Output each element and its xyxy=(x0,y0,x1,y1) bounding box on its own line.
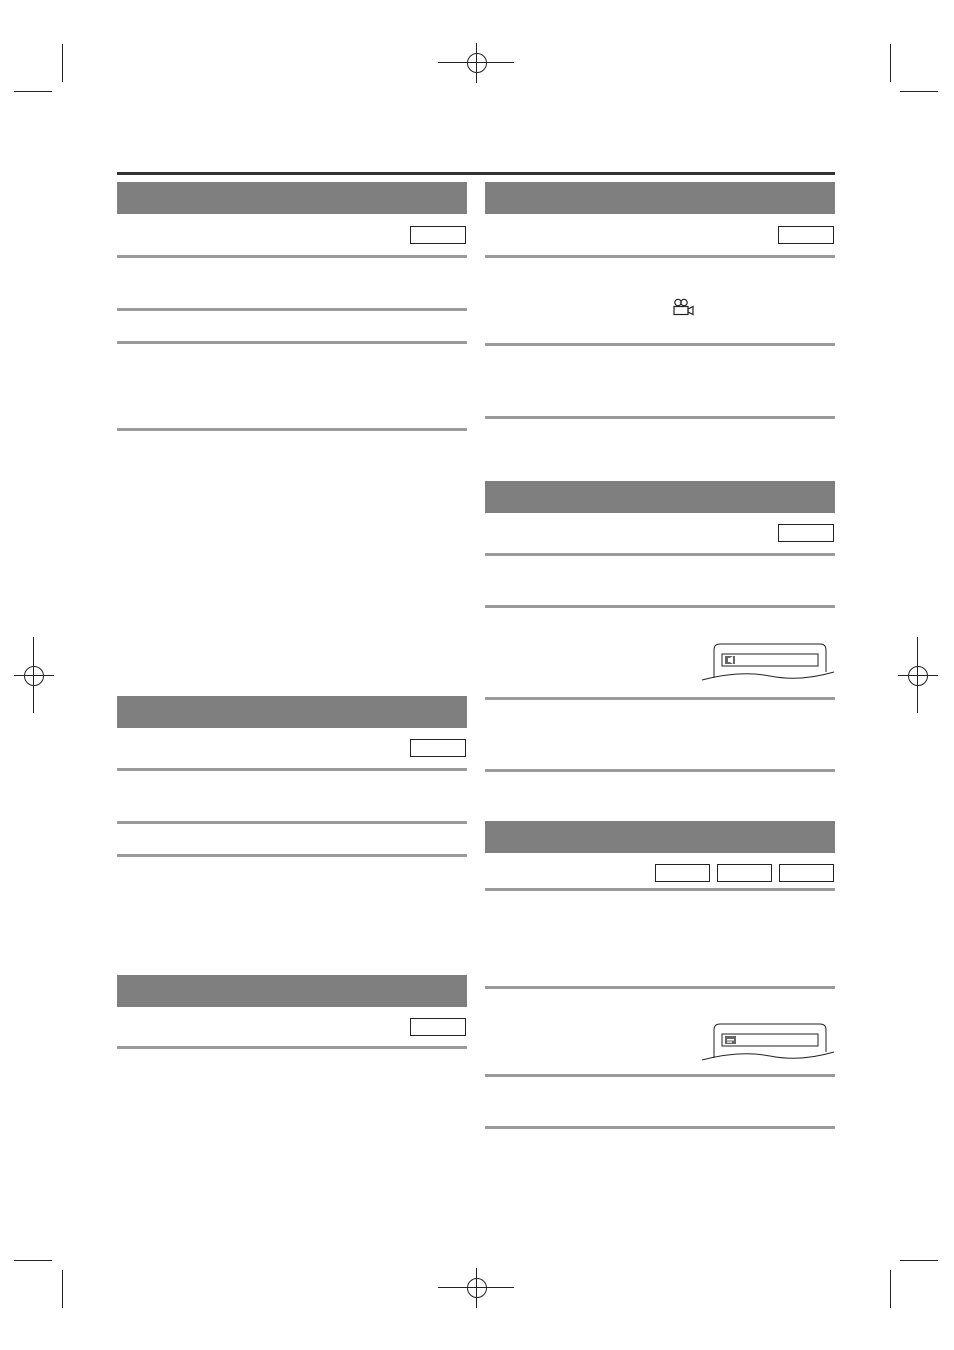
step-divider xyxy=(117,428,467,431)
step-divider xyxy=(117,854,467,857)
crop-mark-bottom-left-v xyxy=(62,1270,63,1308)
step-divider xyxy=(117,255,467,258)
registration-mark-right xyxy=(898,656,938,696)
crop-mark-bottom-right-h xyxy=(900,1260,938,1261)
crop-mark-bottom-left-h xyxy=(14,1260,52,1261)
registration-mark-left-extension xyxy=(33,637,34,713)
registration-mark-top-extension xyxy=(438,62,514,63)
step-divider xyxy=(117,821,467,824)
speaker-icon xyxy=(725,656,735,664)
step-divider xyxy=(485,553,835,556)
camera-icon xyxy=(672,298,696,318)
section-heading-bar xyxy=(117,696,467,728)
page-top-rule xyxy=(117,172,835,175)
crop-mark-bottom-right-v xyxy=(890,1270,891,1308)
disc-type-tag xyxy=(410,226,466,244)
step-divider xyxy=(117,768,467,771)
crop-mark-top-right-h xyxy=(900,91,938,92)
registration-mark-bottom-extension xyxy=(438,1287,514,1288)
crosshair-icon xyxy=(467,53,487,73)
step-divider xyxy=(485,888,835,891)
crop-mark-top-left-v xyxy=(62,44,63,82)
section-heading-bar xyxy=(117,975,467,1007)
step-divider xyxy=(485,986,835,989)
crop-mark-top-left-h xyxy=(14,91,52,92)
disc-type-tag xyxy=(655,864,710,882)
step-divider xyxy=(485,697,835,700)
tv-screen-illustration xyxy=(700,1022,836,1064)
disc-type-tag xyxy=(779,864,834,882)
registration-mark-bottom xyxy=(457,1268,497,1308)
disc-type-tag xyxy=(410,739,466,757)
registration-mark-left xyxy=(14,656,54,696)
step-divider xyxy=(485,605,835,608)
step-divider xyxy=(485,769,835,772)
step-divider xyxy=(117,341,467,344)
crop-mark-top-right-v xyxy=(890,44,891,82)
step-divider xyxy=(117,1046,467,1049)
step-divider xyxy=(117,308,467,311)
step-divider xyxy=(485,343,835,346)
disc-type-tag xyxy=(778,524,834,542)
crosshair-icon xyxy=(467,1278,487,1298)
tv-screen-illustration xyxy=(700,642,836,684)
disc-type-tag xyxy=(410,1018,466,1036)
section-heading-bar xyxy=(485,481,835,513)
step-divider xyxy=(485,1126,835,1129)
disc-type-tag xyxy=(717,864,772,882)
crosshair-icon xyxy=(908,666,928,686)
registration-mark-top xyxy=(457,43,497,83)
step-divider xyxy=(485,1074,835,1077)
disc-type-tag xyxy=(778,226,834,244)
section-heading-bar xyxy=(117,182,467,214)
crosshair-icon xyxy=(24,666,44,686)
registration-mark-right-extension xyxy=(917,637,918,713)
section-heading-bar xyxy=(485,821,835,853)
subtitle-icon xyxy=(725,1036,736,1044)
step-divider xyxy=(485,255,835,258)
step-divider xyxy=(485,416,835,419)
section-heading-bar xyxy=(485,182,835,214)
